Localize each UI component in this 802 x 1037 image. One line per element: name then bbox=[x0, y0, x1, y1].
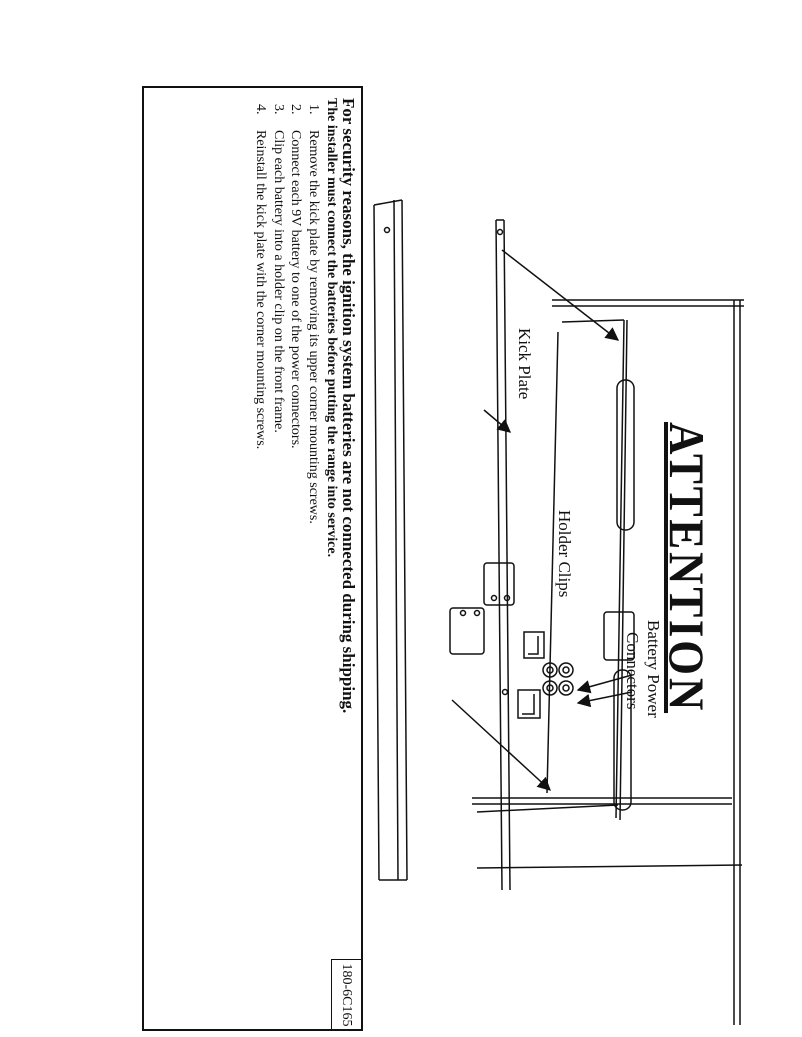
step-number: 4. bbox=[253, 104, 269, 115]
step-number: 1. bbox=[306, 104, 321, 115]
kick-plate-drawing bbox=[374, 200, 510, 890]
step-number: 3. bbox=[271, 104, 286, 115]
holder-clips-drawing bbox=[518, 632, 544, 718]
part-code-box bbox=[331, 959, 361, 1030]
step-text: Connect each 9V battery to one of the power connectors. bbox=[288, 130, 304, 449]
battery-power-label-line: Battery Power bbox=[644, 620, 663, 718]
step-text: Reinstall the kick plate with the corner mounting screws. bbox=[253, 130, 269, 450]
battery-power-connectors-label bbox=[622, 620, 664, 718]
nine-volt-batteries bbox=[450, 563, 514, 654]
step-text: Clip each battery into a holder clip on the front frame. bbox=[271, 130, 286, 433]
list-item bbox=[270, 104, 288, 524]
holder-clips-label: Holder Clips bbox=[555, 510, 574, 598]
part-code: 180-6C165 bbox=[339, 963, 355, 1027]
connectors-label-line: Connectors bbox=[623, 632, 642, 710]
list-item bbox=[287, 104, 305, 524]
notice-headline: For security reasons, the ignition system batteries are not connected during shipping. bbox=[339, 98, 358, 714]
step-text: Remove the kick plate by removing its upper corner mounting screws. bbox=[306, 130, 321, 524]
instruction-steps bbox=[252, 104, 322, 524]
step-number: 2. bbox=[288, 104, 304, 115]
attention-heading: ATTENTION bbox=[659, 422, 715, 714]
kick-plate-label: Kick Plate bbox=[515, 328, 534, 400]
list-item bbox=[305, 104, 323, 524]
list-item bbox=[252, 104, 270, 524]
notice-subhead: The installer must connect the batteries before putting the range into service. bbox=[324, 98, 339, 558]
